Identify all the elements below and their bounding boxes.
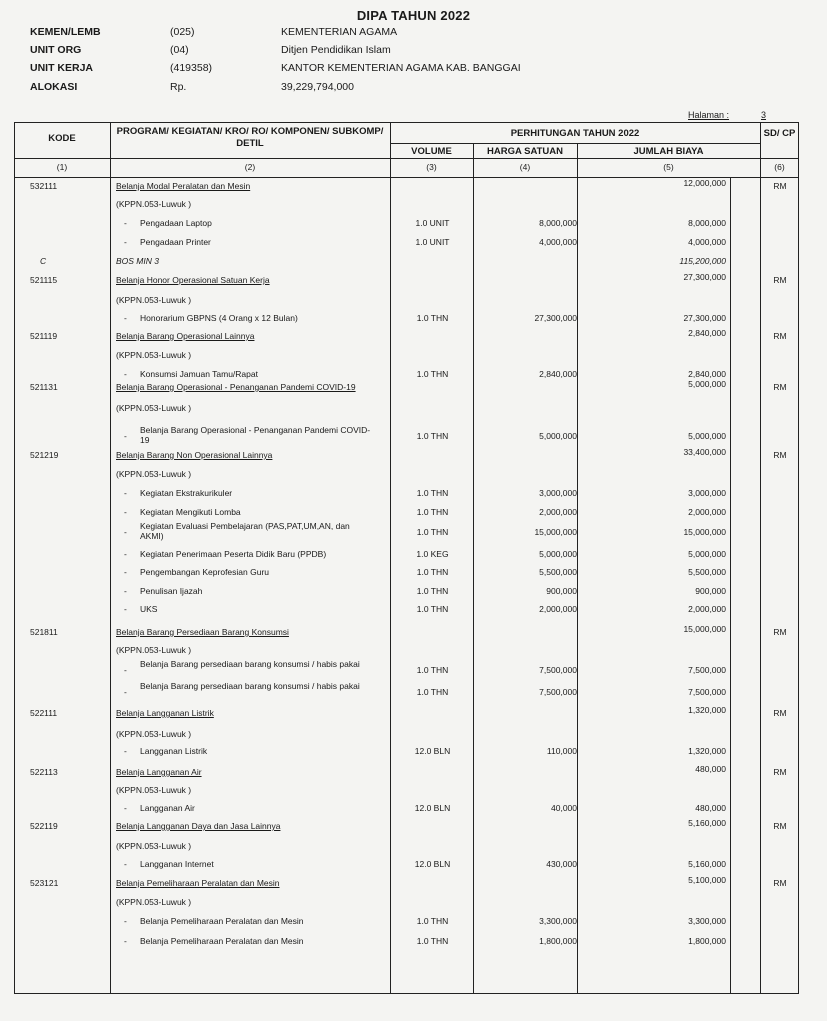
- row-kode: 522111: [30, 708, 58, 718]
- row-account-name: Belanja Barang Operasional - Penanganan Pandemi COVID-19: [116, 382, 356, 392]
- bullet-dash: -: [124, 803, 127, 813]
- row-description: Konsumsi Jamuan Tamu/Rapat: [140, 369, 258, 379]
- row-harga-satuan: 900,000: [546, 586, 577, 596]
- row-kppn: (KPPN.053-Luwuk ): [116, 785, 192, 795]
- row-volume: 1.0 THN: [416, 687, 449, 697]
- col-divider: [760, 122, 761, 994]
- row-jumlah-biaya: 2,840,000: [688, 328, 726, 338]
- row-account-name: Belanja Langganan Daya dan Jasa Lainnya: [116, 821, 281, 831]
- row-kode: 521115: [30, 275, 58, 285]
- row-kode: 532111: [30, 181, 58, 191]
- row-description: Langganan Internet: [140, 859, 214, 869]
- row-jumlah-biaya: 33,400,000: [683, 447, 726, 457]
- row-jumlah-biaya: 5,000,000: [688, 431, 726, 441]
- row-harga-satuan: 1,800,000: [539, 936, 577, 946]
- row-description: Belanja Barang persediaan barang konsumsi / habis pakai: [140, 681, 360, 691]
- header-kode: KODE: [48, 133, 76, 144]
- row-jumlah-biaya: 5,000,000: [688, 549, 726, 559]
- page-number-label: Halaman :: [688, 110, 730, 120]
- row-jumlah-biaya: 2,840,000: [688, 369, 726, 379]
- header-label: KEMEN/LEMB: [30, 26, 101, 38]
- row-description: Belanja Pemeliharaan Peralatan dan Mesin: [140, 916, 304, 926]
- row-description: Pengembangan Keprofesian Guru: [140, 567, 270, 577]
- row-volume: 1.0 THN: [416, 936, 449, 946]
- row-jumlah-biaya: 4,000,000: [688, 237, 726, 247]
- row-description: Belanja Barang Operasional - Penanganan Pandemi COVID-19: [140, 425, 371, 445]
- header-label: UNIT ORG: [30, 44, 82, 56]
- row-description: Kegiatan Evaluasi Pembelajaran (PAS,PAT,UM,AN, dan AKMI): [140, 521, 350, 541]
- row-account-name: Belanja Barang Operasional Lainnya: [116, 331, 255, 341]
- row-kppn: (KPPN.053-Luwuk ): [116, 199, 192, 209]
- row-kode: 521131: [30, 382, 58, 392]
- row-kppn: (KPPN.053-Luwuk ): [116, 645, 192, 655]
- row-kode: C: [40, 256, 47, 266]
- row-harga-satuan: 27,300,000: [534, 313, 577, 323]
- bullet-dash: -: [124, 549, 127, 559]
- row-jumlah-biaya: 5,160,000: [688, 859, 726, 869]
- row-harga-satuan: 5,000,000: [539, 549, 577, 559]
- row-sdcp: RM: [773, 767, 787, 777]
- row-description: UKS: [140, 604, 158, 614]
- row-sdcp: RM: [773, 821, 787, 831]
- document-title: DIPA TAHUN 2022: [356, 8, 471, 23]
- row-harga-satuan: 5,000,000: [539, 431, 577, 441]
- row-description: Langganan Air: [140, 803, 195, 813]
- row-account-name: Belanja Barang Persediaan Barang Konsumsi: [116, 627, 289, 637]
- row-volume: 1.0 THN: [416, 567, 449, 577]
- row-jumlah-biaya: 27,300,000: [683, 313, 726, 323]
- row-volume: 1.0 THN: [416, 665, 449, 675]
- bullet-dash: -: [124, 859, 127, 869]
- row-volume: 1.0 THN: [416, 916, 449, 926]
- row-description: Honorarium GBPNS (4 Orang x 12 Bulan): [140, 313, 298, 323]
- row-divider: [390, 143, 760, 144]
- row-kode: 521119: [30, 331, 58, 341]
- row-volume: 1.0 THN: [416, 431, 449, 441]
- row-jumlah-biaya: 12,000,000: [683, 178, 726, 188]
- row-description: Langganan Listrik: [140, 746, 208, 756]
- row-volume: 12.0 BLN: [414, 859, 451, 869]
- row-jumlah-biaya: 5,000,000: [688, 379, 726, 389]
- row-kode: 523121: [30, 878, 59, 888]
- row-account-name: Belanja Langganan Listrik: [116, 708, 214, 718]
- bullet-dash: -: [124, 507, 127, 517]
- row-jumlah-biaya: 5,500,000: [688, 567, 726, 577]
- row-harga-satuan: 7,500,000: [539, 665, 577, 675]
- row-jumlah-biaya: 8,000,000: [688, 218, 726, 228]
- row-jumlah-biaya: 480,000: [695, 764, 726, 774]
- row-jumlah-biaya: 115,200,000: [679, 256, 726, 266]
- col-divider: [390, 122, 391, 994]
- row-account-name: Belanja Modal Peralatan dan Mesin: [116, 181, 251, 191]
- row-account-name: Belanja Pemeliharaan Peralatan dan Mesin: [116, 878, 280, 888]
- header-value: Ditjen Pendidikan Islam: [281, 44, 391, 56]
- bullet-dash: -: [124, 369, 127, 379]
- col-number: (5): [663, 162, 674, 172]
- row-harga-satuan: 2,000,000: [539, 507, 577, 517]
- header-label: ALOKASI: [30, 81, 78, 93]
- row-sdcp: RM: [773, 708, 787, 718]
- row-volume: 1.0 THN: [416, 604, 449, 614]
- row-harga-satuan: 15,000,000: [534, 527, 577, 537]
- row-harga-satuan: 2,840,000: [539, 369, 577, 379]
- col-number: (1): [56, 162, 68, 172]
- row-harga-satuan: 8,000,000: [539, 218, 577, 228]
- header-code: Rp.: [170, 81, 187, 93]
- row-account-name: Belanja Barang Non Operasional Lainnya: [116, 450, 273, 460]
- row-volume: 12.0 BLN: [414, 746, 451, 756]
- row-jumlah-biaya: 900,000: [695, 586, 726, 596]
- row-harga-satuan: 3,300,000: [539, 916, 577, 926]
- row-account-name: Belanja Langganan Air: [116, 767, 202, 777]
- row-harga-satuan: 110,000: [546, 746, 577, 756]
- header-value: KEMENTERIAN AGAMA: [281, 26, 398, 38]
- bullet-dash: -: [124, 527, 127, 537]
- row-kppn: (KPPN.053-Luwuk ): [116, 295, 192, 305]
- header-code: (025): [170, 26, 195, 38]
- row-volume: 1.0 THN: [416, 586, 449, 596]
- row-description: Pengadaan Laptop: [140, 218, 212, 228]
- row-harga-satuan: 5,500,000: [539, 567, 577, 577]
- bullet-dash: -: [124, 665, 127, 675]
- row-description: Belanja Pemeliharaan Peralatan dan Mesin: [140, 936, 304, 946]
- row-jumlah-biaya: 27,300,000: [683, 272, 726, 282]
- row-kode: 521219: [30, 450, 59, 460]
- row-sdcp: RM: [773, 181, 787, 191]
- page-number-value: 3: [761, 110, 767, 120]
- row-jumlah-biaya: 15,000,000: [683, 527, 726, 537]
- header-jumlah: JUMLAH BIAYA: [633, 146, 704, 157]
- row-harga-satuan: 2,000,000: [539, 604, 577, 614]
- header-code: (04): [170, 44, 189, 56]
- row-jumlah-biaya: 2,000,000: [688, 507, 726, 517]
- row-jumlah-biaya: 1,800,000: [688, 936, 726, 946]
- row-harga-satuan: 7,500,000: [539, 687, 577, 697]
- header-code: (419358): [170, 62, 213, 74]
- row-harga-satuan: 40,000: [551, 803, 577, 813]
- row-kode: 522113: [30, 767, 58, 777]
- bullet-dash: -: [124, 218, 127, 228]
- row-kppn: (KPPN.053-Luwuk ): [116, 350, 192, 360]
- bullet-dash: -: [124, 567, 127, 577]
- row-sdcp: RM: [773, 275, 787, 285]
- row-description: Belanja Barang persediaan barang konsumsi / habis pakai: [140, 659, 360, 669]
- row-volume: 1.0 THN: [416, 488, 449, 498]
- bullet-dash: -: [124, 313, 127, 323]
- row-description: Kegiatan Mengikuti Lomba: [140, 507, 241, 517]
- row-description: Kegiatan Penerimaan Peserta Didik Baru (PPDB): [140, 549, 327, 559]
- col-number: (4): [519, 162, 531, 172]
- header-harga: HARGA SATUAN: [487, 146, 563, 157]
- row-jumlah-biaya: 2,000,000: [688, 604, 726, 614]
- row-kppn: (KPPN.053-Luwuk ): [116, 897, 192, 907]
- row-description: Kegiatan Ekstrakurikuler: [140, 488, 233, 498]
- row-kppn: (KPPN.053-Luwuk ): [116, 841, 192, 851]
- row-kode: 521811: [30, 627, 58, 637]
- bullet-dash: -: [124, 586, 127, 596]
- row-sdcp: RM: [773, 627, 787, 637]
- row-jumlah-biaya: 5,100,000: [688, 875, 726, 885]
- row-sdcp: RM: [773, 878, 787, 888]
- header-label: UNIT KERJA: [30, 62, 94, 74]
- row-volume: 1.0 THN: [416, 369, 449, 379]
- bullet-dash: -: [124, 431, 127, 441]
- row-volume: 1.0 UNIT: [415, 237, 450, 247]
- row-volume: 1.0 THN: [416, 313, 449, 323]
- row-kppn: (KPPN.053-Luwuk ): [116, 729, 192, 739]
- row-jumlah-biaya: 3,000,000: [688, 488, 726, 498]
- row-sdcp: RM: [773, 450, 787, 460]
- row-harga-satuan: 430,000: [546, 859, 577, 869]
- bullet-dash: -: [124, 916, 127, 926]
- row-volume: 1.0 THN: [416, 527, 449, 537]
- row-harga-satuan: 3,000,000: [539, 488, 577, 498]
- col-number: (3): [426, 162, 437, 172]
- row-volume: 1.0 UNIT: [415, 218, 450, 228]
- row-account-name: Belanja Honor Operasional Satuan Kerja: [116, 275, 270, 285]
- page-number: [688, 110, 767, 120]
- header-value: KANTOR KEMENTERIAN AGAMA KAB. BANGGAI: [281, 62, 521, 74]
- row-description: Pengadaan Printer: [140, 237, 211, 247]
- row-kode: 522119: [30, 821, 58, 831]
- row-volume: 1.0 THN: [416, 507, 449, 517]
- bullet-dash: -: [124, 488, 127, 498]
- col-number: (2): [244, 162, 256, 172]
- bullet-dash: -: [124, 746, 127, 756]
- row-jumlah-biaya: 480,000: [695, 803, 726, 813]
- bullet-dash: -: [124, 237, 127, 247]
- col-divider: [110, 122, 111, 994]
- header-volume: VOLUME: [411, 146, 452, 157]
- row-volume: 12.0 BLN: [414, 803, 451, 813]
- row-divider: [14, 158, 799, 159]
- row-jumlah-biaya: 7,500,000: [688, 687, 726, 697]
- row-description: Penulisan Ijazah: [140, 586, 203, 596]
- row-kppn: (KPPN.053-Luwuk ): [116, 469, 192, 479]
- row-jumlah-biaya: 15,000,000: [683, 624, 726, 634]
- bullet-dash: -: [124, 687, 127, 697]
- row-jumlah-biaya: 3,300,000: [688, 916, 726, 926]
- row-jumlah-biaya: 7,500,000: [688, 665, 726, 675]
- header-value: 39,229,794,000: [281, 81, 354, 93]
- row-kppn: (KPPN.053-Luwuk ): [116, 403, 192, 413]
- row-component-name: BOS MIN 3: [116, 256, 159, 266]
- col-divider: [730, 178, 731, 994]
- row-jumlah-biaya: 1,320,000: [688, 746, 726, 756]
- row-jumlah-biaya: 1,320,000: [688, 705, 726, 715]
- bullet-dash: -: [124, 604, 127, 614]
- header-sdcp: SD/ CP: [763, 128, 796, 139]
- row-sdcp: RM: [773, 382, 787, 392]
- row-volume: 1.0 KEG: [416, 549, 449, 559]
- row-jumlah-biaya: 5,160,000: [688, 818, 726, 828]
- header-program: PROGRAM/ KEGIATAN/ KRO/ RO/ KOMPONEN/ SUBKOMP/ DETIL: [116, 126, 384, 149]
- header-perhitungan: PERHITUNGAN TAHUN 2022: [510, 128, 640, 139]
- row-sdcp: RM: [773, 331, 787, 341]
- bullet-dash: -: [124, 936, 127, 946]
- col-number: (6): [774, 162, 785, 172]
- row-harga-satuan: 4,000,000: [539, 237, 577, 247]
